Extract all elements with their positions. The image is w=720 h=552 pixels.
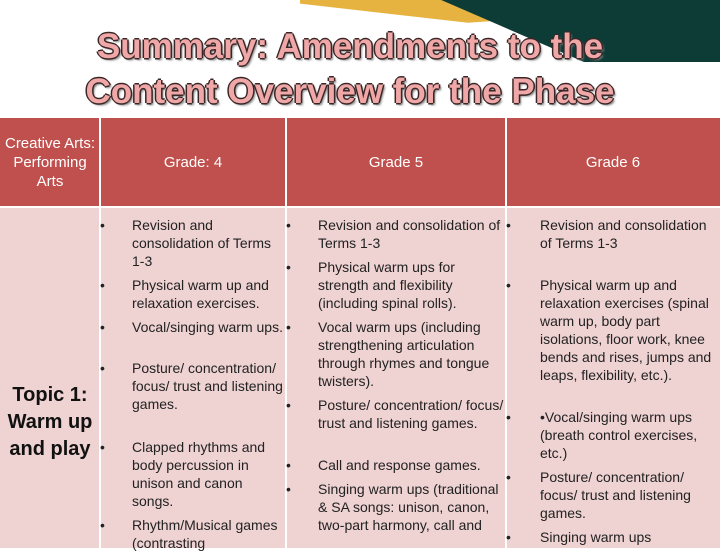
header-grade-6: Grade 6 [585,153,641,171]
grade-6-list [506,208,720,548]
list-item: • Singing warm ups (traditional & SA songs: unison, canon, two-part harmony, call and [286,481,499,533]
list-item: • Physical warm up and relaxation exercises (spinal warm up, body part isolations, floor work, knee bends and rises, jumps and leaps, flexibility, etc.). [506,277,712,383]
list-item: • •Vocal/singing warm ups (breath control exercises, etc.) [506,409,698,461]
list-item: • Posture/ concentration/ focus/ trust and listening games. [506,469,691,521]
grade-5-list [286,208,506,548]
list-item: • Revision and consolidation of Terms 1-3 [286,217,501,251]
list-item: • Call and response games. [286,457,481,473]
header-grade-5: Grade 5 [368,153,424,171]
title-line-2: Content Overview for the Phase [85,72,615,111]
list-item: • Posture/ concentration/ focus/ trust and listening games. [286,397,504,431]
grade-4-list [100,208,286,551]
list-item: • Posture/ concentration/ focus/ trust and listening games. [100,360,283,412]
content-table [0,118,720,551]
list-item: • Vocal warm ups (including strengthening articulation through rhymes and tongue twisters). [286,319,490,389]
list-item: • Rhythm/Musical games (contrasting [100,517,278,551]
list-item: • Revision and consolidation of Terms 1-3 [506,217,707,251]
list-item: • Clapped rhythms and body percussion in unison and canon songs. [100,439,266,509]
header-grade-4: Grade: 4 [163,153,223,171]
table-header [0,118,720,206]
title-line-1: Summary: Amendments to the [96,27,604,66]
slide-title [20,24,680,114]
list-item: • Physical warm ups for strength and flexibility (including spinal rolls). [286,259,457,311]
list-item: • Physical warm up and relaxation exercises. [100,277,269,311]
header-subject: Creative Arts: Performing Arts [4,134,96,190]
list-item: • Revision and consolidation of Terms 1-3 [100,217,272,269]
row-label-topic: Topic 1: Warm up and play [7,384,93,460]
list-item: • Vocal/singing warm ups. [100,319,283,335]
list-item: • Singing warm ups [506,529,652,545]
